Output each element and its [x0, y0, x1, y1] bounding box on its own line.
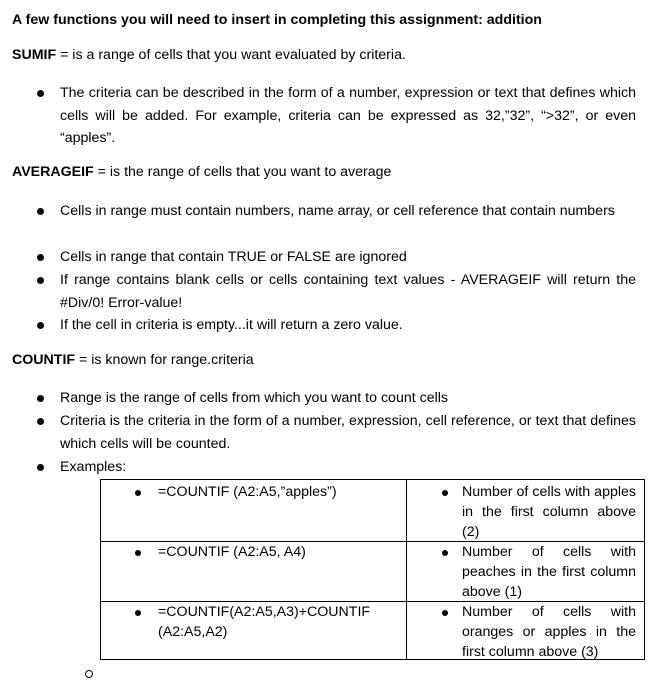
countif-definition: [12, 352, 254, 368]
bullet-icon: [37, 395, 44, 402]
averageif-bullet-4: If the cell in criteria is empty...it will return a zero value.: [60, 317, 403, 333]
page-heading: A few functions you will need to insert in completing this assignment: addition: [12, 12, 542, 28]
bullet-icon: [442, 610, 448, 616]
bullet-icon: [37, 322, 44, 329]
bullet-icon: [135, 550, 141, 556]
formula-cell: [101, 602, 407, 660]
bullet-icon: [135, 490, 141, 496]
countif-bullet-3: Examples:: [60, 459, 127, 475]
bullet-icon: [37, 208, 44, 215]
countif-bullet-1: Range is the range of cells from which you want to count cells: [60, 390, 448, 406]
formula-text: =COUNTIF(A2:A5,A3)+COUNTIF (A2:A5,A2): [158, 604, 371, 640]
bullet-icon: [37, 464, 44, 471]
bullet-icon: [442, 550, 448, 556]
sumif-bullet-1: The criteria can be described in the form of a number, expression or text that defines which cells will be added. For example, criteria can be expressed as 32,”32”, “>32”, or even “apples”.: [60, 85, 636, 146]
sumif-definition: [12, 47, 406, 63]
description-cell: [407, 602, 645, 660]
averageif-bullet-2: Cells in range that contain TRUE or FALSE are ignored: [60, 249, 407, 265]
countif-name: COUNTIF: [12, 352, 76, 368]
formula-text: =COUNTIF (A2:A5, A4): [158, 544, 306, 560]
bullet-icon: [135, 610, 141, 616]
countif-text: = is known for range.criteria: [75, 352, 254, 368]
description-text: Number of cells with oranges or apples in the first column above (3): [462, 604, 636, 660]
description-cell: [407, 542, 645, 602]
averageif-bullet-3: If range contains blank cells or cells containing text values - AVERAGEIF will return the #Div/0! Error-value!: [60, 272, 636, 311]
examples-table: [100, 479, 645, 660]
sumif-text: = is a range of cells that you want evaluated by criteria.: [56, 47, 406, 63]
countif-bullet-2: Criteria is the criteria in the form of a number, expression, cell reference, or text that defines which cells will be counted.: [60, 413, 636, 452]
averageif-definition: [12, 164, 391, 180]
circle-bullet-icon: [85, 670, 93, 678]
formula-cell: [101, 480, 407, 542]
averageif-name: AVERAGEIF: [12, 164, 94, 180]
bullet-icon: [37, 277, 44, 284]
table-row: [101, 602, 645, 660]
averageif-bullet-1: Cells in range must contain numbers, name array, or cell reference that contain numbers: [60, 203, 615, 219]
formula-cell: [101, 542, 407, 602]
table-row: [101, 542, 645, 602]
description-text: Number of cells with apples in the first column above (2): [462, 484, 636, 540]
description-cell: [407, 480, 645, 542]
bullet-icon: [442, 490, 448, 496]
bullet-icon: [37, 90, 44, 97]
bullet-icon: [37, 254, 44, 261]
bullet-icon: [37, 418, 44, 425]
sumif-name: SUMIF: [12, 47, 57, 63]
description-text: Number of cells with peaches in the first column above (1): [462, 544, 636, 600]
formula-text: =COUNTIF (A2:A5,”apples”): [158, 484, 337, 500]
averageif-text: = is the range of cells that you want to average: [93, 164, 392, 180]
table-row: [101, 480, 645, 542]
